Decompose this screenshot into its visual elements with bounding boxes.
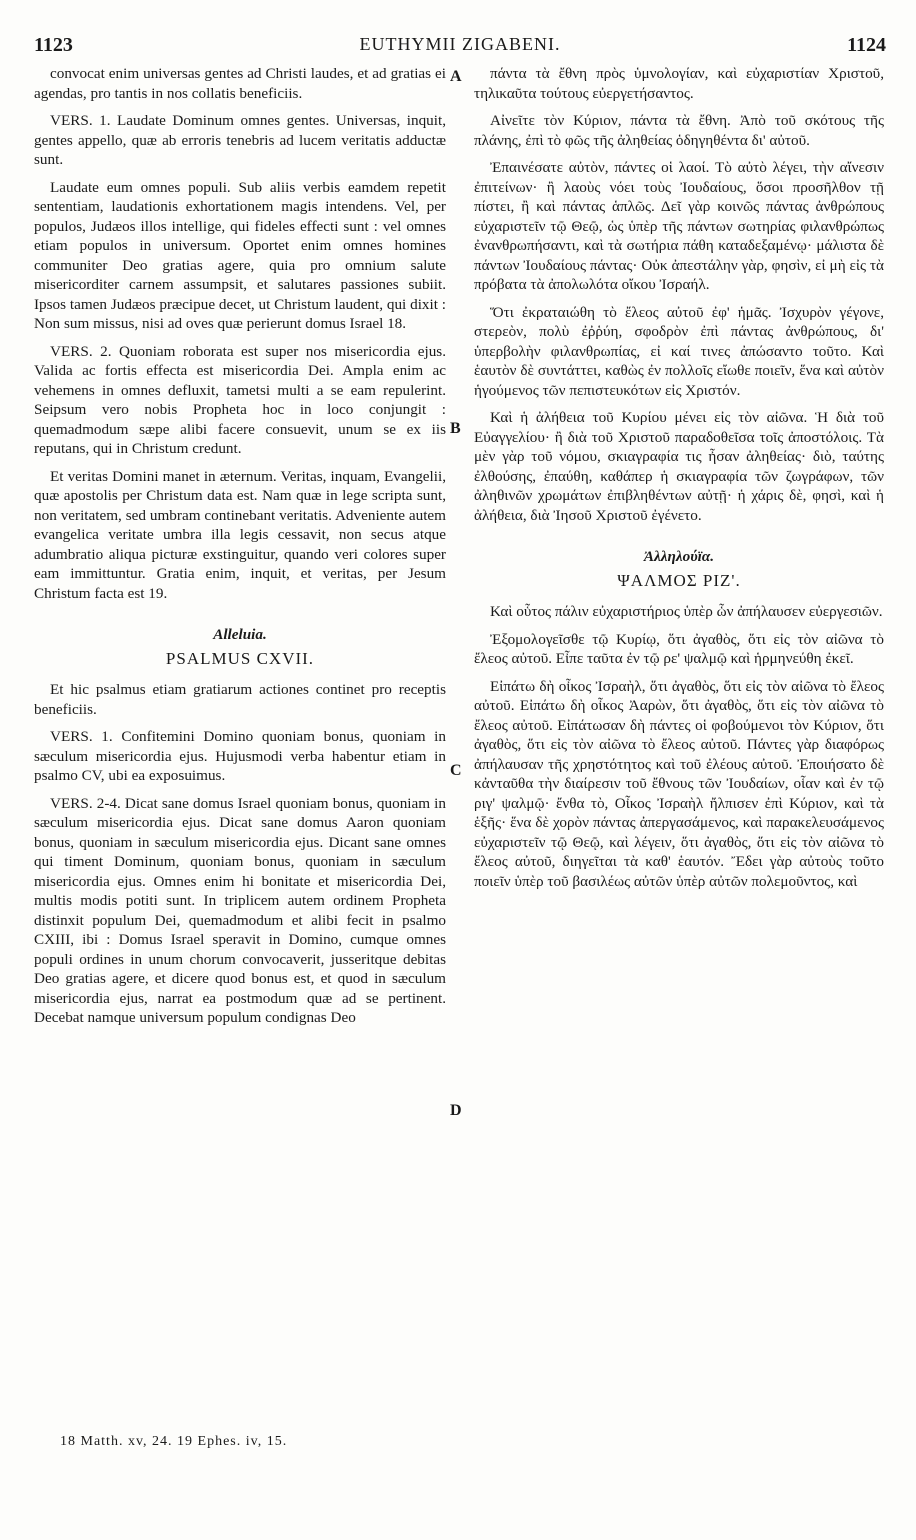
- paragraph: VERS. 2-4. Dicat sane domus Israel quoniam bonus, quoniam in sæculum misericordia ejus. Dicat sane domus Aaron quoniam bonus, quoniam in sæculum misericordia ejus. Dicant sane omnes qui timent Dominum, quoniam bonus, quoniam in sæculum misericordia ejus. Omnes enim hi bonitate et misericordia Dei, multis modis potiti sunt. In triplicem autem ordinem Propheta distinxit populum Dei, quemadmodum et alibi fecit in psalmo CXIII, ibi : Domus Israel speravit in Domino, cumque omnes populi ordines in unum chorum convocaverit, jusseritque debitas Deo gratias agere, et dicere quod bonus est, et quod in sæculum misericordia ejus, narrat ea postmodum quæ ad se pertinent. Decebat namque universum populum condignas Deo: [34, 794, 446, 1026]
- paragraph: Καὶ ἡ ἀλήθεια τοῦ Κυρίου μένει εἰς τὸν αἰῶνα. Ἡ διὰ τοῦ Εὐαγγελίου· ἢ διὰ τοῦ Χριστοῦ παραδοθεῖσα τοῖς ἀποστόλοις. Τὰ μὲν γὰρ τοῦ νόμου, σκιαγραφία τις ἦσαν ἀληθείας· διὸ, ταύτης ἐλθούσης, ἐπαύθη, καθάπερ ἡ σκιαγραφία τῶν ζωγράφων, τῶν ἀληθινῶν χρωμάτων ἐπιβληθέντων αὐτῇ· ἡ χάρις δὲ, φησὶ, καὶ ἡ ἀλήθεια, διὰ Ἰησοῦ Χριστοῦ ἐγένετο.: [474, 409, 884, 524]
- paragraph: VERS. 1. Confitemini Domino quoniam bonus, quoniam in sæculum misericordia ejus. Hujusmodi verba habentur etiam in psalmo CV, ubi ea exposuimus.: [34, 728, 446, 784]
- margin-letter-a: A: [450, 68, 462, 85]
- paragraph: Laudate eum omnes populi. Sub aliis verbis eamdem repetit sententiam, laudationis exhortationem magis intendens. Vel, per populos, Judæos illos intellige, qui fideles effecti sunt : vel omnes etiam populos in universum. Oportet enim omnes homines communiter Deo gratias agere, quia pro omnium salute misericorditer carnem assumpsit, et salutares passiones subiit. Ipsos tamen Judæos præcipue decet, ut Christum laudent, qui dixit : Non sum missus, nisi ad oves quæ perierunt domus Israel 18.: [34, 178, 446, 332]
- running-header: [34, 34, 886, 58]
- paragraph: Et hic psalmus etiam gratiarum actiones continet pro receptis beneficiis.: [34, 681, 446, 718]
- paragraph: VERS. 1. Laudate Dominum omnes gentes. Universas, inquit, gentes appello, quæ ab erroris tenebris ad lucem veritatis adductæ sunt.: [34, 112, 446, 168]
- running-title: EUTHYMII ZIGABENI.: [359, 34, 561, 54]
- footnotes: 18 Matth. xv, 24. 19 Ephes. iv, 15.: [60, 1434, 288, 1449]
- margin-letter-b: B: [450, 420, 461, 437]
- page-number-left: 1123: [34, 34, 73, 56]
- margin-letter-d: D: [450, 1102, 462, 1119]
- paragraph: Ἐξομολογεῖσθε τῷ Κυρίῳ, ὅτι ἀγαθὸς, ὅτι εἰς τὸν αἰῶνα τὸ ἔλεος αὐτοῦ. Εἶπε ταῦτα ἐν τῷ ρε' ψαλμῷ καὶ ἡρμηνεύθη ἐκεῖ.: [474, 630, 884, 667]
- paragraph: Ἐπαινέσατε αὐτὸν, πάντες οἱ λαοί. Τὸ αὐτὸ λέγει, τὴν αἴνεσιν ἐπιτείνων· ἢ λαοὺς νόει τοὺς Ἰουδαίους, ὅσοι προσῆλθον τῇ πίστει, ἢ καὶ πάντας ἁπλῶς. Δεῖ γὰρ κοινῶς πάντας ἀνθρώπους εὐχαριστεῖν τῷ Θεῷ, ὡς ὑπὲρ τῆς πάντων σωτηρίας φιλανθρώπως ἐνανθρωπήσαντι, καὶ τὰ σωτήρια πάθη καταδεξαμένῳ· μάλιστα δὲ πάντων Ἰουδαίους πάντας· Οὐκ ἀπεστάλην γὰρ, φησὶν, εἰ μὴ εἰς τὰ πρόβατα τὰ ἀπολωλότα οἴκου Ἰσραήλ.: [474, 159, 884, 293]
- psalm-heading: PSALMUS CXVII.: [165, 648, 315, 668]
- section-subheading: Alleluia.: [213, 626, 267, 643]
- paragraph: Εἰπάτω δὴ οἶκος Ἰσραὴλ, ὅτι ἀγαθὸς, ὅτι εἰς τὸν αἰῶνα τὸ ἔλεος αὐτοῦ. Εἰπάτω δὴ οἶκος Ἀαρὼν, ὅτι ἀγαθὸς, ὅτι εἰς τὸν αἰῶνα τὸ ἔλεος αὐτοῦ. Εἰπάτωσαν δὴ πάντες οἱ φοβούμενοι τὸν Κύριον, ὅτι ἀγαθὸς, ὅτι εἰς τὸν αἰῶνα τὸ ἔλεος αὐτοῦ. Πάντες γὰρ διαφόρως ἀπήλαυσαν τῆς χρηστότητος καὶ τοῦ ἐλέους αὐτοῦ. Ἐποιήσατο δὲ κἀνταῦθα τὴν διαίρεσιν τοῦ ἔθνους τῶν Ἰουδαίων, οἷαν καὶ ἐν τῷ ριγ' ψαλμῷ· ἔνθα τὸ, Οἶκος Ἰσραὴλ ἤλπισεν ἐπὶ Κύριον, καὶ τὰ ἑξῆς· ἕνα δὲ χορὸν πάντας ἀπεργασάμενος, καὶ παρακελευσάμενος εὐχαριστεῖν τῷ Θεῷ, καὶ λέγειν, ὅτι ἀγαθὸς, ὅτι εἰς τὸν αἰῶνα τὸ ἔλεος αὐτοῦ, διηγεῖται τὰ καθ' ἑαυτόν. Ἔδει γὰρ αὐτοὺς τοῦτο ποιεῖν ὑπὲρ τοῦ βασιλέως αὐτῶν ὑπὲρ αὐτῶν πολεμοῦντος, καὶ: [474, 677, 884, 890]
- paragraph: Ὅτι ἐκραταιώθη τὸ ἔλεος αὐτοῦ ἐφ' ἡμᾶς. Ἰσχυρὸν γέγονε, στερεὸν, πολὺ ἐῤῥύη, σφοδρὸν ἐπὶ πάντας ἀνθρώπους, δι' ὑπερβολὴν φιλανθρωπίας, εἰ καί τινες ἀπώσαντο τοῦτο. Καὶ ἑαυτὸν δὲ συντάττει, καθὼς ἐν πολλοῖς εἴωθε ποιεῖν, ἕνα καὶ αὐτὸν ἡγούμενος τῶν πεπιστευκότων εἰς Χριστόν.: [474, 303, 884, 399]
- greek-column: [474, 64, 884, 899]
- paragraph: Καὶ οὗτος πάλιν εὐχαριστήριος ὑπὲρ ὧν ἀπήλαυσεν εὐεργεσιῶν.: [490, 603, 883, 620]
- paragraph: Et veritas Domini manet in æternum. Veritas, inquam, Evangelii, quæ apostolis per Christum data est. Nam quæ in lege scripta sunt, non veritatem, sed umbram continebant veritatis. Adveniente autem evangelica veritate umbra illa legis cessavit, non secus atque adumbratio aliqua picturæ exstinguitur, quando veri colores super eam immittuntur. Gratia enim, inquit, et veritas, per Jesum Christum facta est 19.: [34, 467, 446, 602]
- paragraph: VERS. 2. Quoniam roborata est super nos misericordia ejus. Valida ac fortis effecta est misericordia Dei. Ampla enim ac vehemens in omnes defluxit, tametsi multi a se eam repulerint. Seipsum vero nobis Propheta hoc in loco conjungit : quemadmodum sæpe alibi facere consuevit, unum se ex iis reputans, qui in Christum credunt.: [34, 342, 446, 457]
- paragraph: convocat enim universas gentes ad Christi laudes, et ad gratias ei agendas, pro tantis in nos collatis beneficiis.: [34, 65, 446, 102]
- section-subheading: Ἀλληλούϊα.: [643, 548, 715, 565]
- psalm-heading: ΨΑΛΜΟΣ ΡΙΖ'.: [617, 570, 741, 590]
- paragraph: Αἰνεῖτε τὸν Κύριον, πάντα τὰ ἔθνη. Ἀπὸ τοῦ σκότους τῆς πλάνης, ἐπὶ τὸ φῶς τῆς ἀληθείας ὁδηγηθέντα δι' αὐτοῦ.: [474, 112, 884, 149]
- latin-column: [34, 64, 446, 1036]
- margin-letter-c: C: [450, 762, 462, 779]
- paragraph: πάντα τὰ ἔθνη πρὸς ὑμνολογίαν, καὶ εὐχαριστίαν Χριστοῦ, τηλικαῦτα τούτους εὐεργετήσαντος.: [474, 65, 884, 102]
- page-number-right: 1124: [847, 34, 886, 56]
